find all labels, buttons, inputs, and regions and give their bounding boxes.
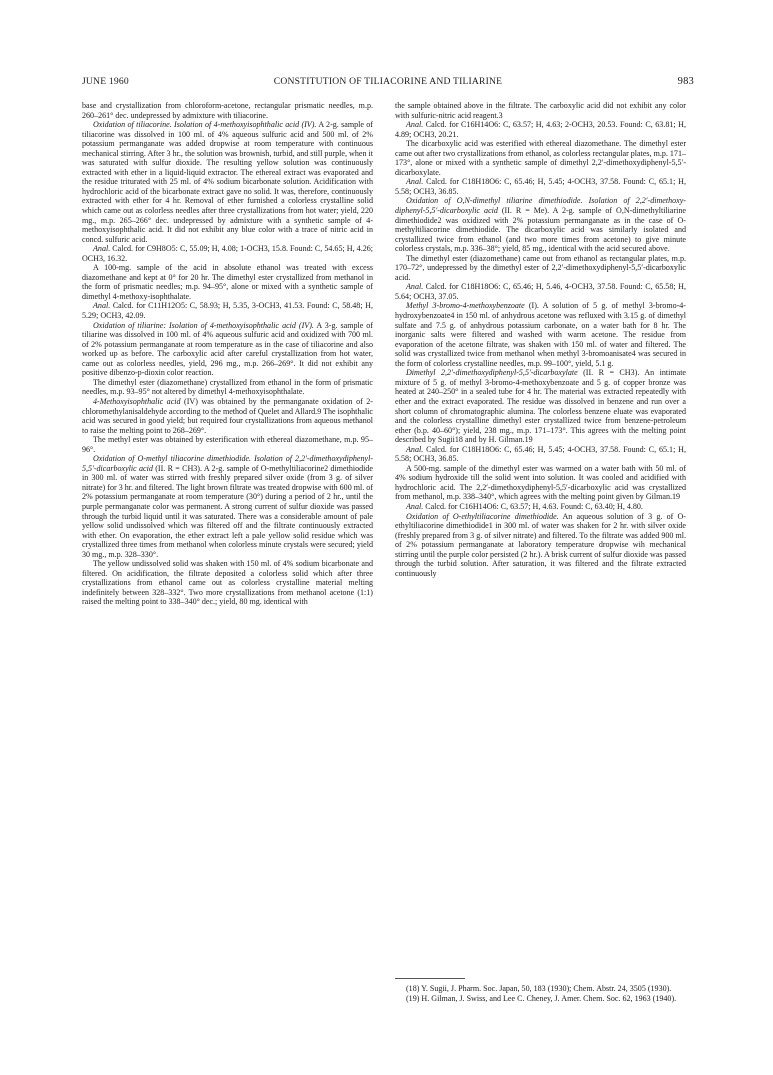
paragraph-text: Calcd. for C9H8O5: C, 55.09; H, 4.08; 1-OCH3, 15.8. Found: C, 54.65; H, 4.26; OCH3, 16.32. [82,244,373,263]
paragraph-text: The methyl ester was obtained by esterification with ethereal diazomethane, m.p. 95–96°. [82,435,373,454]
paragraph-heading: Oxidation of O,N-dimethyl tiliarine dimethiodide. Isolation of 2,2′-dimethoxy-diphenyl-5,5′-dicarboxylic acid [395,196,686,216]
paragraph-text: A 3-g. sample of tiliarine was dissolved in 100 ml. of 4% aqueous sulfuric acid and oxidized with 700 ml. of 2% potassium permanganate at room temperature as in the case of tiliacorine and also worked up as before. The carboxylic acid after careful crystallization from hot water, came out as colorless needles, yield, 296 mg., m.p. 266–269°. It did not exhibit any positive dibenzo-p-dioxin color reaction. [82,320,373,378]
paragraph-text: Calcd. for C11H12O5: C, 58.93; H, 5.35, 3-OCH3, 41.53. Found: C, 58.48; H, 5.29; OCH3, 42.09. [82,301,373,321]
paragraph [395,101,686,120]
paragraph-text: (IV) was obtained by the permanganate oxidation of 2-chloromethylanisaldehyde according to the method of Quelet and Allard.9 The isophthalic acid was secured in good yield; but required four crystallizations from aqueous methanol to raise the melting point to 268–269°. [82,396,373,435]
paragraph-text: base and crystallization from chloroform-acetone, rectangular prismatic needles, m.p. 260–261° dec. undepressed by admixture with tiliacorine. [82,101,373,120]
running-header [82,76,694,90]
paragraph [82,454,373,559]
paragraph-heading: Anal. [406,501,424,511]
paragraph [395,120,686,139]
paragraph-text: Calcd. for C16H14O6: C, 63.57; H, 4.63. Found: C, 63.40; H, 4.80. [423,501,643,511]
paragraph [395,445,686,464]
paragraph-heading: Anal. [406,282,424,292]
paragraph-text: The dicarboxylic acid was esterified with ethereal diazomethane. The dimethyl ester came out after two crystallizations from ethanol, as colorless rectangular plates, m.p. 171–173°, alone or mixed with a synthetic sample of dimethyl 2,2′-dimethoxydiphenyl-5,5′-dicarboxylate. [395,139,686,177]
footnote: (19) H. Gilman, J. Swiss, and Lee C. Cheney, J. Amer. Chem. Soc. 62, 1963 (1940). [406,993,677,1003]
paragraph-heading: 4-Methoxyisophthalic acid [93,396,181,406]
paragraph-text: (I). A solution of 5 g. of methyl 3-bromo-4-hydroxybenzoate4 in 150 ml. of anhydrous acetone was refluxed with 3.15 g. of dimethyl sulfate and 7.5 g. of anhydrous potassium carbonate, on a water bath for 8 hr. The inorganic salts were filtered and washed with warm acetone. The residue from evaporation of the acetone filtrate, was shaken with 150 ml. of water and filtered. The solid was crystallized twice from methanol when methyl 3-bromoanisate4 was secured in the form of colorless crystalline needles, m.p. 99–100°, yield, 5.1 g. [395,301,686,368]
header-date: JUNE 1960 [82,76,129,87]
paragraph-text: The dimethyl ester (diazomethane) crystallized from ethanol in the form of prismatic needles, m.p. 93–95° not altered by dimethyl 4-methoxyisophthalate. [82,377,373,397]
paragraph-text: Calcd. for C18H18O6: C, 65.46; H, 5.45; 4-OCH3, 37.58. Found: C, 65.1; H, 5.58; OCH3, 36.85. [395,444,686,464]
right-column [395,101,686,578]
paragraph [82,101,373,120]
paragraph-text: (II. R = Me). A 2-g. sample of O,N-dimethyltiliarine dimethiodide2 was oxidized with 2% potassium permanganate as in the case of O-methyltiliacorine dimethiodide. The dicarboxylic acid was similarly isolated and crystallized twice from ethanol (and two more times from acetone) to give minute colorless crystals, m.p. 336–38°; yield, 85 mg., identical with the acid secured above. [395,206,686,254]
paragraph [82,435,373,454]
paragraph-text: A 100-mg. sample of the acid in absolute ethanol was treated with excess diazomethane and kept at 0° for 20 hr. The dimethyl ester crystallized from methanol in the form of prismatic needles; m.p. 94–95°, alone or mixed with a synthetic sample of dimethyl 4-methoxy-isophthalate. [82,263,373,301]
header-title: CONSTITUTION OF TILIACORINE AND TILIARINE [273,76,503,87]
paragraph-text: A 500-mg. sample of the dimethyl ester was warmed on a water bath with 50 ml. of 4% sodium hydroxide till the solid went into solution. It was cooled and acidified with hydrochloric acid. The 2,2′-dimethoxydiphenyl-5,5′-dicarboxylic acid was crystallized from methanol, m.p. 338–340°, which agrees with the melting point given by Gilman.19 [395,463,686,502]
paragraph [82,378,373,397]
paragraph [395,512,686,579]
paragraph-text: The yellow undissolved solid was shaken with 150 ml. of 4% sodium bicarbonate and filtered. On acidification, the filtrate deposited a colorless solid which after three crystallizations from ethanol came out as colorless crystalline material melting indefinitely between 328–332°. Two more crystallizations from methanol acetone (1:1) raised the melting point to 338–340° dec.; yield, 80 mg. identical with [82,559,373,607]
paragraph-text: Calcd. for C18H18O6: C, 65.46; H, 5.45; 4-OCH3, 37.58. Found: C, 65.1; H, 5.58; OCH3, 36.85. [395,177,686,196]
paragraph [82,321,373,378]
paragraph-text: the sample obtained above in the filtrate. The carboxylic acid did not exhibit any color with sulfuric-nitric acid reagent.3 [395,101,686,120]
paragraph-text: A 2-g. sample of tiliacorine was dissolved in 100 ml. of 4% aqueous sulfuric acid and 500 ml. of 2% potassium permanganate was added dropwise at room temperature with continuous mechanical stirring. After 3 hr., the solution was brownish, turbid, and still purple, when it was saturated with sulfur dioxide. The resulting yellow solution was continuously extracted with ether in a liquid-liquid extractor. The ethereal extract was evaporated and the residue triturated with 25 ml. of 4% sodium bicarbonate solution. Acidification with hydrochloric acid of the bicarbonate extract gave no solid. It was, therefore, continuously extracted with ether for 4 hr. Removal of ether furnished a colorless crystalline solid which came out as colorless needles after three crystallizations from hot water; yield, 220 mg., m.p. 265–266° dec. undepressed by admixture with a synthetic sample of 4-methoxyisophthalic acid. It did not exhibit any blue color with a trace of nitric acid in concd. sulfuric acid. [82,120,373,244]
paragraph [395,502,686,512]
paragraph [395,301,686,368]
paragraph-heading: Oxidation of O-ethyltiliacorine dimethiodide. [406,511,559,521]
paragraph-text: (II. R = CH3). A 2-g. sample of O-methyltiliacorine2 dimethiodide in 300 ml. of water was stirred with freshly prepared silver oxide (from 3 g. of silver nitrate) for 3 hr. and filtered. The light brown filtrate was treated dropwise with 600 ml. of 2% potassium permanganate at room temperature (30°) during a period of 2 hr., until the purple permanganate color was permanent. A strong current of sulfur dioxide was passed through the turbid liquid until it was saturated. There was a considerable amount of pale yellow solid undissolved which was filtered off and the filtrate continuously extracted with ether. On evaporation, the ether extract left a pale yellow solid residue which was crystallized three times from methanol when colorless minute crystals were secured; yield 30 mg., m.p. 328–330°. [82,463,373,559]
paragraph [395,139,686,177]
paragraph-heading: Anal. [93,301,111,311]
paragraph-heading: Anal. [406,120,424,130]
paragraph [82,120,373,244]
paragraph [395,254,686,283]
paragraph-heading: Anal. [93,244,111,254]
paragraph-text: The dimethyl ester (diazomethane) came out from ethanol as rectangular plates, m.p. 170–72°, undepressed by the dimethyl ester of 2,2′-dimethoxydiphenyl-5,5′-dicarboxylic acid. [395,253,686,282]
paragraph [395,368,686,444]
paragraph-heading: Dimethyl 2,2′-dimethoxydiphenyl-5,5′-dicarboxylate [406,368,578,378]
footnote: (18) Y. Sugii, J. Pharm. Soc. Japan, 50, 183 (1930); Chem. Abstr. 24, 3505 (1930). [406,984,672,993]
paragraph [82,559,373,607]
paragraph-text: An aqueous solution of 3 g. of O-ethyltiliacorine dimethiodide1 in 300 ml. of water was shaken for 2 hr. with silver oxide (freshly prepared from 3 g. of silver nitrate) and filtered. To the filtrate was added 900 ml. of 2% potassium permanganate at laboratory temperature dropwise wih mechanical stirring until the purple color persisted (2 hr.). A brisk current of sulfur dioxide was passed through the turbid solution. After saturation, it was filtered and the filtrate extracted continuously [395,511,686,578]
paragraph-heading: Methyl 3-bromo-4-methoxybenzoate [406,301,525,311]
paragraph [395,196,686,253]
paragraph [82,244,373,263]
footnotes [395,984,686,1003]
page-number: 983 [677,76,694,87]
paragraph [82,397,373,435]
paragraph [395,464,686,502]
paragraph-heading: Oxidation of tiliacorine. Isolation of 4-methoxyisophthalic acid (IV). [93,120,317,130]
paragraph [395,177,686,196]
paragraph-heading: Oxidation of tiliarine: Isolation of 4-methoxyisophthalic acid (IV). [93,320,314,330]
paragraph [82,301,373,320]
paragraph-heading: Anal. [406,177,424,187]
paragraph-heading: Anal. [406,444,424,454]
paragraph-text: Calcd. for C18H18O6: C, 65.46; H, 5.46, 4-OCH3, 37.58. Found: C, 65.58; H, 5.64; OCH3, 37.05. [395,282,686,301]
paragraph [82,263,373,301]
paragraph [395,282,686,301]
paragraph-heading: Oxidation of O-methyl tiliacorine dimethiodide. Isolation of 2,2′-dimethoxydiphenyl-5,5′-dicarboxylic acid [82,454,373,473]
paragraph-text: Calcd. for C16H14O6: C, 63.57; H, 4.63; 2-OCH3, 20.53. Found: C, 63.81; H, 4.89; OCH3, 20.21. [395,120,686,139]
paragraph-text: (II. R = CH3). An intimate mixture of 5 g. of methyl 3-bromo-4-methoxybenzoate and 5 g. of copper bronze was heated at 240–250° in a sealed tube for 4 hr. The material was extracted repeatedly with ether and the extract evaporated. The residue was dissolved in benzene and run over a short column of chromatographic alumina. The colorless benzene eluate was evaporated and the colorless crystalline dimethyl ester crystallized twice from benzene-petroleum ether (b.p. 40–60°); yield, 238 mg., m.p. 171–173°. This agrees with the melting point described by Sugii18 and by H. Gilman.19 [395,368,687,445]
footnote-rule [395,978,465,979]
left-column [82,101,373,607]
